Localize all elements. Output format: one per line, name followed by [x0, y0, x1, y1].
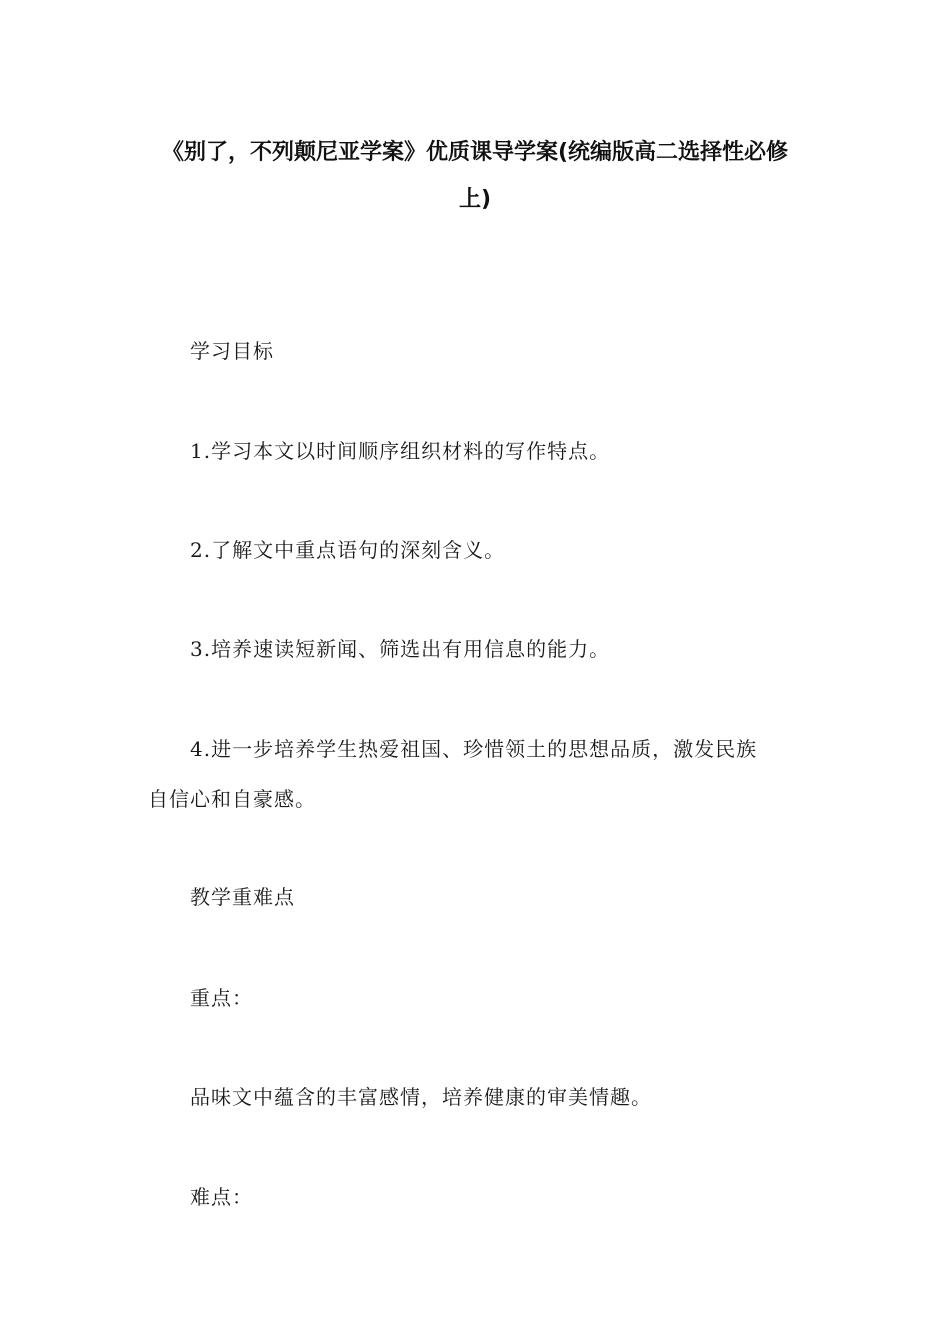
objective-item-2: 2.了解文中重点语句的深刻含义。 — [190, 538, 506, 562]
key-point-text: 品味文中蕴含的丰富感情，培养健康的审美情趣。 — [190, 1085, 652, 1109]
objective-item-4-line-1: 4.进一步培养学生热爱祖国、珍惜领土的思想品质，激发民族 — [190, 737, 758, 761]
objective-item-3: 3.培养速读短新闻、筛选出有用信息的能力。 — [190, 637, 611, 661]
objective-item-1: 1.学习本文以时间顺序组织材料的写作特点。 — [190, 439, 611, 463]
document-title-line-1: 《别了，不列颠尼亚学案》优质课导学案(统编版高二选择性必修 — [161, 140, 789, 165]
section-heading-objectives: 学习目标 — [190, 339, 274, 363]
document-title-line-2: 上) — [458, 187, 492, 212]
difficult-point-label: 难点： — [190, 1185, 253, 1209]
objective-item-4-line-2: 自信心和自豪感。 — [148, 787, 316, 811]
section-heading-key-points: 教学重难点 — [190, 885, 295, 909]
key-point-label: 重点： — [190, 986, 253, 1010]
